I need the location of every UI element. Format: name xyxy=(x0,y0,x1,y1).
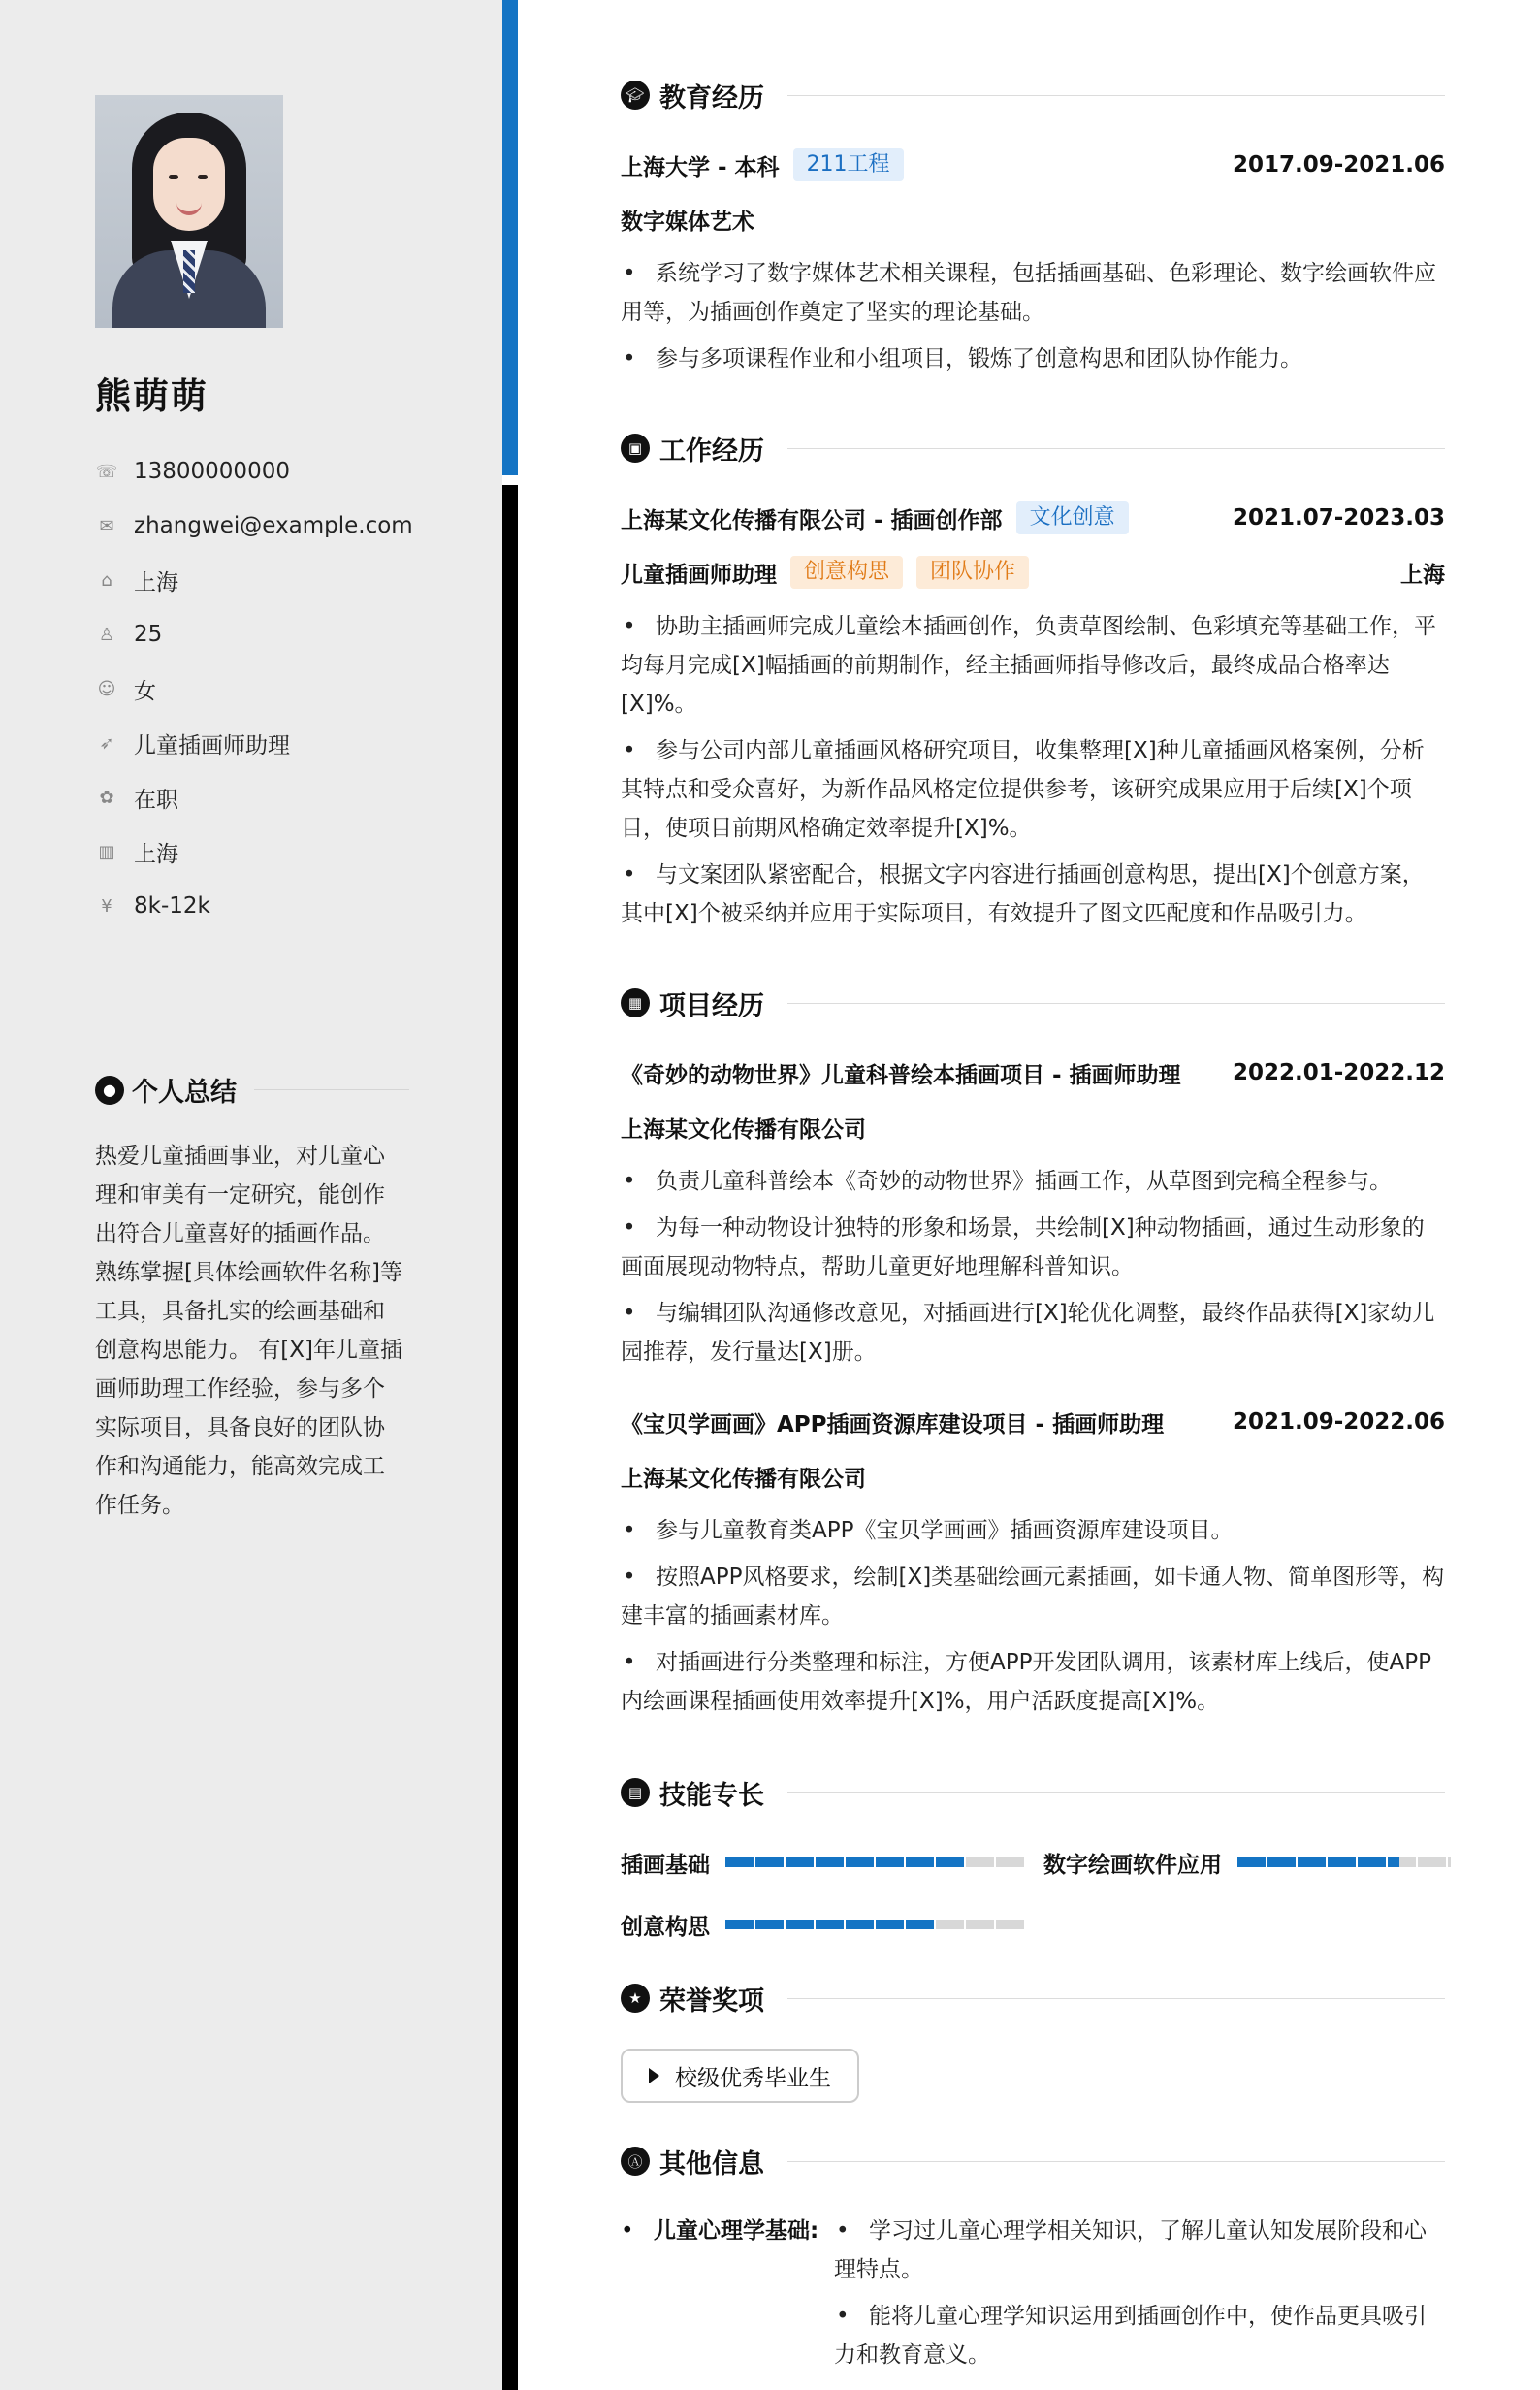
education-bullets xyxy=(621,254,1445,386)
status-icon: ✿ xyxy=(99,787,114,808)
education-heading: 🎓︎ 教育经历 xyxy=(621,76,1445,114)
sidebar xyxy=(0,0,502,2390)
summary-text: 热爱儿童插画事业，对儿童心理和审美有一定研究，能创作出符合儿童喜好的插画作品。熟练掌握[具体绘画软件名称]等工具，具备扎实的绘画基础和创意构思能力。 有[X]年儿童插画师助理工作经验，参与多个实际项目，具备良好的团队协作和沟通能力，能高效完成工作任务。 xyxy=(95,1144,403,1518)
contact-item xyxy=(95,662,464,716)
contact-item xyxy=(95,553,464,607)
skill-bar xyxy=(1237,1857,1451,1867)
major: 数字媒体艺术 xyxy=(621,209,754,235)
phone-icon: ☏ xyxy=(95,461,118,482)
contact-value: 25 xyxy=(134,622,163,647)
list-item: • 对插画进行分类整理和标注，方便APP开发团队调用，该素材库上线后，使APP内绘画课程插画使用效率提升[X]%，用户活跃度提高[X]%。 xyxy=(621,1643,1445,1721)
list-item: • 协助主插画师完成儿童绘本插画创作，负责草图绘制、色彩填充等基础工作，平均每月完成[X]幅插画的前期制作，经主插画师指导修改后，最终成品合格率达[X]%。 xyxy=(621,607,1445,724)
work-heading: ▣ 工作经历 xyxy=(621,429,1445,468)
salary-icon: ¥ xyxy=(101,895,112,917)
home-icon: ⌂ xyxy=(101,569,112,591)
projects-heading: ▦ 项目经历 xyxy=(621,984,1445,1022)
project-row xyxy=(621,1405,1445,1439)
education-row xyxy=(621,147,1445,182)
contact-item xyxy=(95,716,464,770)
work-row xyxy=(621,501,1445,535)
skill-tag: 创意构思 xyxy=(790,556,903,589)
summary-heading: ● 个人总结 xyxy=(95,1071,409,1109)
list-item: • 负责儿童科普绘本《奇妙的动物世界》插画工作，从草图到完稿全程参与。 xyxy=(621,1162,1445,1201)
contact-value: 在职 xyxy=(134,787,178,813)
other-label: • 儿童心理学基础: xyxy=(621,2212,818,2250)
project-bullets xyxy=(621,1162,1445,1379)
graduation-cap-icon: 🎓︎ xyxy=(621,81,650,110)
work-location: 上海 xyxy=(1400,562,1445,588)
list-item: • 参与儿童教育类APP《宝贝学画画》插画资源库建设项目。 xyxy=(621,1511,1445,1550)
skill-bar xyxy=(725,1920,1024,1929)
send-icon: ➶ xyxy=(99,732,114,754)
dark-divider xyxy=(502,485,518,2390)
education-date: 2017.09-2021.06 xyxy=(1232,152,1445,178)
work-bullets xyxy=(621,607,1445,941)
school-name: 上海大学 - 本科 xyxy=(621,154,780,180)
list-item: • 参与公司内部儿童插画风格研究项目，收集整理[X]种儿童插画风格案例，分析其特点和受众喜好，为新作品风格定位提供参考，该研究成果应用于后续[X]个项目，使项目前期风格确定效率提升[X]%。 xyxy=(621,731,1445,848)
position-title: 儿童插画师助理 xyxy=(621,562,777,588)
list-item: • 与文案团队紧密配合，根据文字内容进行插画创意构思，提出[X]个创意方案，其中[X]个被采纳并应用于实际项目，有效提升了图文匹配度和作品吸引力。 xyxy=(621,856,1445,933)
skills-heading: ▤ 技能专长 xyxy=(621,1773,1445,1812)
contact-value: 上海 xyxy=(134,569,178,596)
contact-item xyxy=(95,824,464,879)
briefcase-icon: ▣ xyxy=(621,434,650,463)
list-item: • 为每一种动物设计独特的形象和场景，共绘制[X]种动物插画，通过生动形象的画面展现动物特点，帮助儿童更好地理解科普知识。 xyxy=(621,1209,1445,1286)
contact-value: 女 xyxy=(134,678,156,704)
contact-item xyxy=(95,499,464,553)
list-item: • 学习过儿童心理学相关知识，了解儿童认知发展阶段和心理特点。 xyxy=(834,2212,1445,2289)
play-icon xyxy=(649,2068,659,2083)
honor-item[interactable]: 校级优秀毕业生 xyxy=(621,2049,859,2103)
gender-icon: ☺ xyxy=(97,678,116,699)
contact-item xyxy=(95,770,464,824)
position-row xyxy=(621,555,1445,590)
contact-value: 8k-12k xyxy=(134,893,210,919)
skill-tag: 团队协作 xyxy=(916,556,1029,589)
list-item: • 与编辑团队沟通修改意见，对插画进行[X]轮优化调整，最终作品获得[X]家幼儿园推荐，发行量达[X]册。 xyxy=(621,1294,1445,1372)
honors-heading: ★ 荣誉奖项 xyxy=(621,1979,1445,2018)
project-company: 上海某文化传播有限公司 xyxy=(621,1116,866,1143)
list-item: • 系统学习了数字媒体艺术相关课程，包括插画基础、色彩理论、数字绘画软件应用等，为插画创作奠定了坚实的理论基础。 xyxy=(621,254,1445,332)
project-company: 上海某文化传播有限公司 xyxy=(621,1466,866,1492)
other-bullets xyxy=(834,2212,1445,2382)
user-icon: ● xyxy=(95,1076,124,1105)
accent-divider xyxy=(502,0,518,475)
award-icon: ★ xyxy=(621,1984,650,2013)
info-icon: Ⓐ xyxy=(621,2147,650,2176)
bar-chart-icon: ▤ xyxy=(621,1778,650,1807)
list-item: • 参与多项课程作业和小组项目，锻炼了创意构思和团队协作能力。 xyxy=(621,339,1445,378)
contact-value: 13800000000 xyxy=(134,459,290,484)
industry-tag: 文化创意 xyxy=(1016,501,1129,534)
skill-bar xyxy=(725,1857,1024,1867)
building-icon: ▥ xyxy=(98,841,115,862)
contact-value: zhangwei@example.com xyxy=(134,513,413,538)
mail-icon: ✉ xyxy=(99,515,114,536)
candidate-name: 熊萌萌 xyxy=(95,375,209,417)
project-row xyxy=(621,1055,1445,1090)
profile-photo xyxy=(95,95,283,328)
school-tag: 211工程 xyxy=(793,148,904,181)
other-heading: Ⓐ 其他信息 xyxy=(621,2142,1445,2180)
grid-icon: ▦ xyxy=(621,988,650,1017)
company-name: 上海某文化传播有限公司 - 插画创作部 xyxy=(621,507,1003,533)
list-item: • 能将儿童心理学知识运用到插画创作中，使作品更具吸引力和教育意义。 xyxy=(834,2297,1445,2374)
contact-value: 儿童插画师助理 xyxy=(134,732,290,759)
skill-item: 创意构思 xyxy=(621,1907,1024,1942)
project-date: 2021.09-2022.06 xyxy=(1232,1409,1445,1435)
project-date: 2022.01-2022.12 xyxy=(1232,1060,1445,1085)
contact-item xyxy=(95,444,464,499)
skill-item: 数字绘画软件应用 xyxy=(1043,1845,1451,1880)
list-item: • 按照APP风格要求，绘制[X]类基础绘画元素插画，如卡通人物、简单图形等，构建丰富的插画素材库。 xyxy=(621,1558,1445,1635)
work-date: 2021.07-2023.03 xyxy=(1232,505,1445,531)
contact-item xyxy=(95,607,464,662)
skill-item: 插画基础 xyxy=(621,1845,1024,1880)
contact-info-list xyxy=(95,444,464,933)
project-name: 《奇妙的动物世界》儿童科普绘本插画项目 - 插画师助理 xyxy=(621,1062,1181,1088)
project-bullets xyxy=(621,1511,1445,1728)
contact-value: 上海 xyxy=(134,841,178,867)
contact-item xyxy=(95,879,464,933)
age-icon: ♙ xyxy=(98,624,115,645)
project-name: 《宝贝学画画》APP插画资源库建设项目 - 插画师助理 xyxy=(621,1411,1165,1437)
